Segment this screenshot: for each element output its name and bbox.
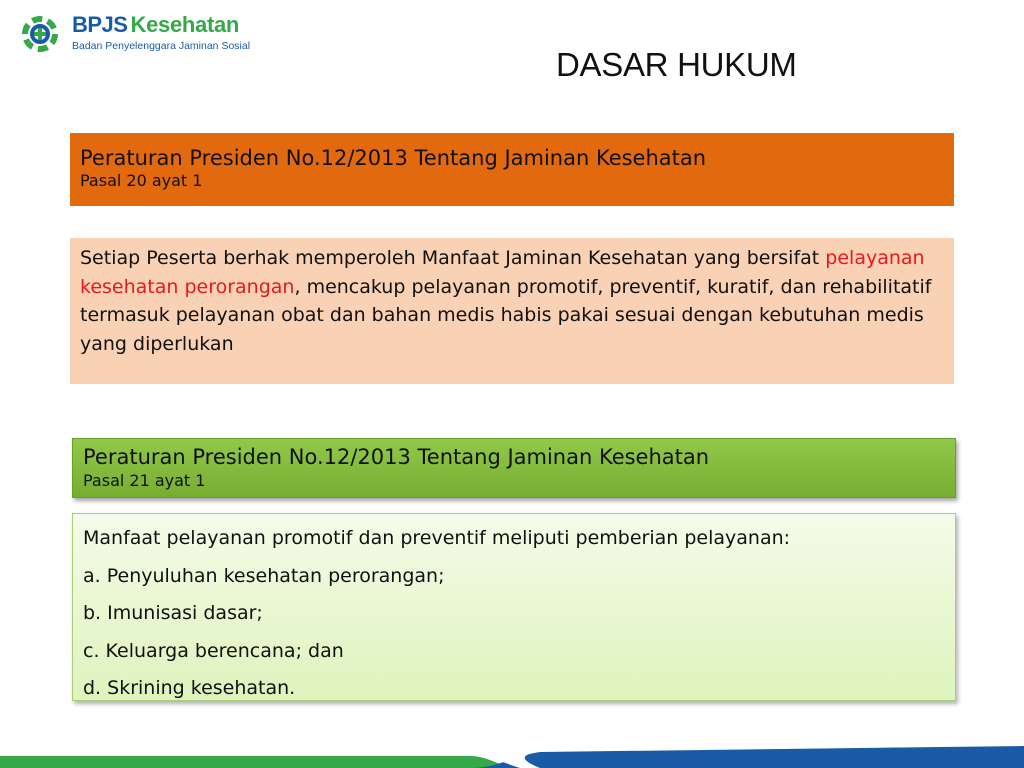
brand-name — [72, 12, 239, 38]
section1-header — [70, 133, 954, 206]
brand-subtitle: Badan Penyelenggara Jaminan Sosial — [72, 40, 251, 52]
brand-name-bpjs: BPJS — [72, 12, 128, 37]
section2-header — [72, 438, 956, 498]
footer-wave — [0, 746, 1024, 768]
bpjs-logo — [20, 12, 260, 56]
section2-intro: Manfaat pelayanan promotif dan preventif meliputi pemberian pelayanan: — [83, 527, 791, 549]
section1-highlight: pelayanan kesehatan perorangan — [80, 247, 925, 298]
section2-body — [72, 513, 956, 701]
footer-wave-blue — [470, 746, 1024, 768]
section2-heading: Peraturan Presiden No.12/2013 Tentang Jaminan Kesehatan — [83, 445, 710, 469]
section2-subheading: Pasal 21 ayat 1 — [83, 471, 206, 490]
section1-heading: Peraturan Presiden No.12/2013 Tentang Jaminan Kesehatan — [80, 146, 707, 170]
list-item: c. Keluarga berencana; dan — [83, 639, 344, 662]
slide-title: DASAR HUKUM — [556, 46, 797, 83]
section1-text-after: , mencakup pelayanan promotif, preventif, kuratif, dan rehabilitatif termasuk pelayanan obat dan bahan medis habis pakai sesuai dengan kebutuhan medis yang diperlukan — [80, 275, 932, 355]
bpjs-logo-icon — [20, 14, 60, 54]
brand-name-kesehatan: Kesehatan — [130, 12, 240, 37]
list-item: b. Imunisasi dasar; — [83, 602, 263, 624]
footer-wave-green — [0, 756, 520, 768]
list-item: a. Penyuluhan kesehatan perorangan; — [83, 564, 445, 587]
list-item: d. Skrining kesehatan. — [83, 677, 296, 699]
section1-body — [70, 238, 954, 384]
section1-text-before: Setiap Peserta berhak memperoleh Manfaat Jaminan Kesehatan yang bersifat — [80, 247, 820, 269]
section1-subheading: Pasal 20 ayat 1 — [80, 171, 203, 190]
